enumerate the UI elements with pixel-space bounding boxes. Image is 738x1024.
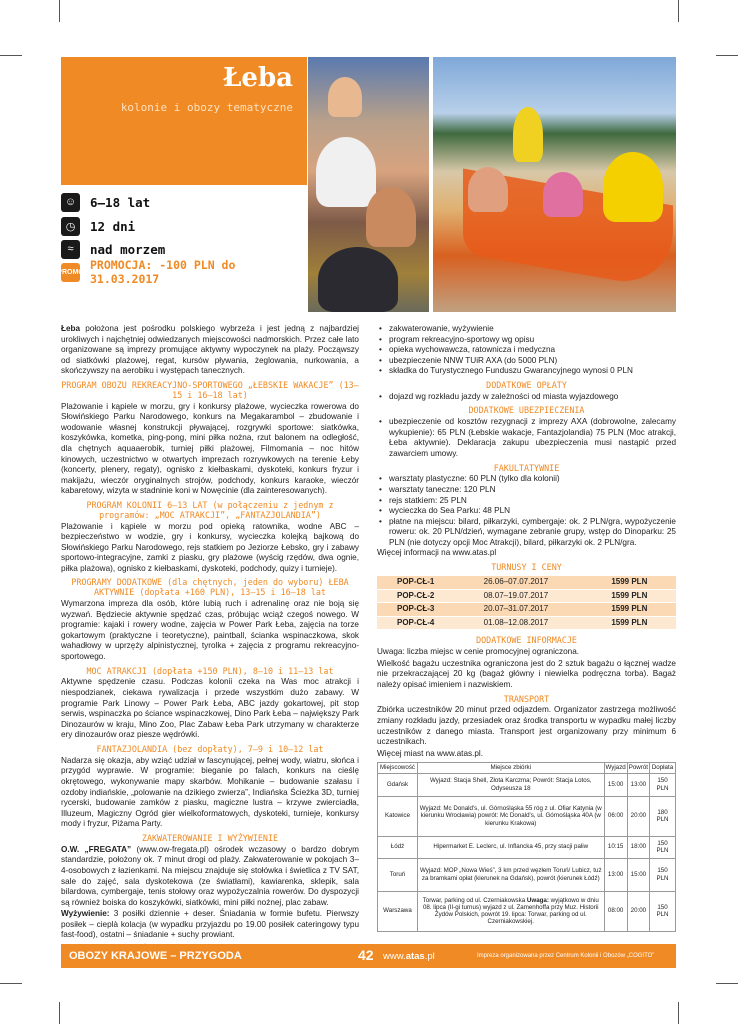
- duration-icon: ◷: [61, 217, 80, 236]
- crop-mark: [0, 55, 22, 56]
- crop-mark: [716, 983, 738, 984]
- crop-mark: [678, 0, 679, 22]
- fact-promo: [57, 258, 307, 286]
- table-row: Katowice Wyjazd: Mc Donald's, ul. Górnośląska 55 róg z ul. Ofiar Katynia (w kierunku Wrocławia) powrót: Mc Donald's, ul. Górnośląska 40A (w kierunku Krakowa) 06:00 20:00 180 PLN: [378, 796, 676, 836]
- more-info-link[interactable]: Więcej informacji na www.atas.pl: [377, 548, 497, 558]
- fact-location: [61, 239, 165, 259]
- list-item: • zakwaterowanie, wyżywienie: [377, 324, 676, 335]
- extra-fees-heading: DODATKOWE OPŁATY: [486, 379, 567, 390]
- fact-duration-text: 12 dni: [90, 218, 136, 234]
- list-item: • składka do Turystycznego Funduszu Gwarancyjnego wynosi 0 PLN: [377, 366, 676, 377]
- fact-promo-text: PROMOCJA: -100 PLN do 31.03.2017: [90, 258, 236, 286]
- table-row: POP-CŁ-2 08.07–19.07.2017 1599 PLN: [377, 589, 676, 603]
- program-heading: FANTAZJOLANDIA (bez dopłaty), 7–9 i 10–12 lat: [96, 743, 324, 754]
- list-item: • program rekreacyjno-sportowy wg opisu: [377, 335, 676, 346]
- crop-mark: [59, 1002, 60, 1024]
- program-text: Plażowanie i kąpiele w morzu, gry i konkursy plażowe, wycieczka rowerowa do Słowińskiego Parku Narodowego, konkurs na Megakarambol – zbudowanie i wodowanie własnej konstrukcji pływającej, rozgrywki sportowe: siatkówka, koszykówka, kometka, ping-pong, mini piłka nożna, rzut balonem na odległość, dla chętnych aquaaerobik, turniej piłki plażowej, Filmomania – noc hitów kinowych, uczestnictwo w otwartych imprezach rozrywkowych na terenie Łeby (koncerty, plenery, regaty), ognisko z kiełbaskami, dyskoteki, konkurs fryzur i makijażu, wieczór oryginalnych strojów, podchody, konkurs karaoke, wieczór kabaretowy, wizyta w stadninie koni w Nowęcinie (dla zainteresowanych).: [61, 401, 359, 496]
- program-heading: PROGRAMY DODATKOWE (dla chętnych, jeden do wyboru) ŁEBA AKTYWNIE (dopłata +160 PLN), 13–15 i 16–18 lat: [71, 577, 349, 598]
- info-heading: DODATKOWE INFORMACJE: [476, 635, 577, 646]
- table-header-row: Miejscowość Miejsce zbiórki Wyjazd Powrót Dopłata: [378, 763, 676, 773]
- list-item: • warsztaty plastyczne: 60 PLN (tylko dla kolonii): [377, 474, 676, 485]
- intro-paragraph: Łeba położona jest pośrodku polskiego wybrzeża i jest jedną z najbardziej urokliwych i najchętniej odwiedzanych miejscowości nadmorskich. Przez całe lato organizowane są imprezy promujące aktywny wypoczynek na plaży. Począwszy od siatkówki plażowej, regat, kursów pływania, żeglowania, nurkowania, a skończywszy na aerobiku i występach tanecznych.: [61, 324, 359, 376]
- program-text: Aktywne spędzenie czasu. Podczas kolonii czeka na Was moc atrakcji i niespodzianek, ciekawa rywalizacja i przede wszystkim dużo zabawy. W programie Park Linowy – Power Park Łeba, ABC jazdy gokartowej, pit stop serwis, wspinaczka po ściance wspinaczkowej, Dino Park Łeba – największy Park Dinozaurów w kraju, Mino Zoo, Plac Zabaw Łeba Park utrzymany w charakterze ery dinozaurów oraz piesze wędrówki.: [61, 677, 359, 740]
- program-heading: PROGRAM KOLONII 6–13 LAT (w połączeniu z jednym z programów: „MOC ATRAKCJI”, „FANTAZJOLANDIA”): [86, 499, 334, 520]
- sea-icon: ≈: [61, 240, 80, 259]
- photo-children: [308, 57, 429, 312]
- list-item: • opieka wychowawcza, ratownicza i medyczna: [377, 345, 676, 356]
- housing-heading: ZAKWATEROWANIE I WYŻYWIENIE: [141, 832, 279, 843]
- table-row: POP-CŁ-1 26.06–07.07.2017 1599 PLN: [377, 576, 676, 590]
- fact-location-text: nad morzem: [90, 241, 166, 257]
- table-row: Warszawa Torwar, parking od ul. Czerniakowska Uwaga: wyjątkowo w dniu 08. lipca (II-gi turnus) wyjazd z ul. Zamenhoffa przy Muz. Historii Żydów Polskich, powrót 19. lipca: Torwar, parking od ul. Czerniakowskiej. 08:00 20:00 150 PLN: [378, 891, 676, 931]
- turnus-heading: TURNUSY I CENY: [491, 562, 562, 573]
- table-row: POP-CŁ-4 01.08–12.08.2017 1599 PLN: [377, 616, 676, 630]
- list-item: • dojazd wg rozkładu jazdy w zależności od miasta wyjazdowego: [377, 392, 676, 403]
- extra-fees-list: [377, 392, 676, 403]
- table-row: POP-CŁ-3 20.07–31.07.2017 1599 PLN: [377, 603, 676, 617]
- footer-url-link[interactable]: www.atas.pl: [383, 951, 435, 962]
- fact-age-text: 6–18 lat: [90, 194, 151, 210]
- crop-mark: [59, 0, 60, 22]
- promo-icon: PROMO: [61, 263, 80, 282]
- crop-mark: [716, 55, 738, 56]
- page-subtitle: kolonie i obozy tematyczne: [120, 101, 293, 114]
- age-icon: ☺: [61, 193, 80, 212]
- page-title: Łeba: [222, 63, 293, 93]
- optional-list: [377, 474, 676, 548]
- left-column: [61, 324, 359, 956]
- fact-age: [61, 192, 150, 212]
- list-item: • ubezpieczenie NNW TUiR AXA (do 5000 PLN): [377, 356, 676, 367]
- transport-text: Zbiórka uczestników 20 minut przed odjazdem. Organizator zastrzega możliwość zmiany rozkładu jazdy, przesiadek oraz środka transportu w wypadku małej liczby uczestników z danego miasta. Transport jest organizowany przy minimum 6 uczestnikach.: [377, 705, 676, 747]
- transport-table: [377, 762, 676, 931]
- housing-text: O.W. „FREGATA” (www.ow-fregata.pl) ośrodek wczasowy o bardzo dobrym standardzie, położony ok. 7 minut drogi od plaży. Zakwaterowanie w pokojach 3–4-osobowych z łazienkami. Na miejscu znajduje się stołówka i świetlica z TV SAT, sale do zajęć, sala dyskotekowa (ze światłami), kawiarenka, sklepik, sala bilardowa, cymbergaje, tenis stołowy oraz wypożyczalnia rowerów. Do dyspozycji są również boiska do koszykówki, siatkówki, mini piłki nożnej, plac zabaw.: [61, 844, 359, 907]
- program-text: Plażowanie i kąpiele w morzu pod opieką ratownika, wodne ABC – bezpieczeństwo w wodzie, gry i konkursy, wycieczka kolejką bajkową do Słowińskiego Parku Narodowego, rejs statkiem po Jeziorze Łebsko, gry i zabawy sportowo-integracyjne, zamki z piasku, gry plażowe (wyścig rzędów, dwa ognie, piłka plażowa), ognisko z kiełbaskami, dyskoteki, podchody, quizy i turnieje).: [61, 521, 359, 573]
- list-item: • wycieczka do Sea Parku: 48 PLN: [377, 506, 676, 517]
- program-text: Nadarza się okazja, aby wziąć udział w fascynującej, pełnej wody, wiatru, słońca i przygód wyprawie. W programie: bieganie po falach, konkurs na cieślę okrętowego, wykonywanie mapy skarbów. Mohikanie – budowanie szałasu i ozdoby indiańskie, „polowanie na dzikiego zwierza”, Indiańska Ścieżka 3D, turniej rycerski, budowanie zamków z piasku, magiczne lustra – krzywe zwierciadła, Illuzeum, Magiczny Ogród gier wielkoformatowych, dyskoteki, turnieje, konkursy mody i fryzur, Piżama Party.: [61, 755, 359, 829]
- footer-section-title: OBOZY KRAJOWE – PRZYGODA: [69, 950, 242, 962]
- info-text: Uwaga: liczba miejsc w cenie promocyjnej ograniczona.: [377, 647, 580, 657]
- right-column: [377, 324, 676, 932]
- list-item: • warsztaty taneczne: 120 PLN: [377, 485, 676, 496]
- photo-rescue-boat: [433, 57, 676, 312]
- insurance-list: [377, 417, 676, 459]
- crop-mark: [0, 983, 22, 984]
- table-row: Łódź Hipermarket E. Leclerc, ul. Inflancka 45, przy stacji paliw 10:15 18:00 150 PLN: [378, 836, 676, 858]
- services-list: [377, 324, 676, 377]
- page-number: 42: [358, 947, 374, 963]
- turnus-table: [377, 576, 676, 631]
- crop-mark: [678, 1002, 679, 1024]
- optional-heading: FAKULTATYWNIE: [493, 462, 560, 473]
- program-heading: MOC ATRAKCJI (dopłata +150 PLN), 8–10 i 11–13 lat: [86, 665, 334, 676]
- list-item: • rejs statkiem: 25 PLN: [377, 496, 676, 507]
- list-item: • ubezpieczenie od kosztów rezygnacji z imprezy AXA (dobrowolne, zalecamy wykupienie): 65 PLN (Łebskie wakacje, Fantazjolandia) 75 PLN (Moc atrakcji, Łeba aktywnie). Deklaracja zakupu ubezpieczenia musi nastąpić przed zawarciem umowy.: [377, 417, 676, 459]
- program-heading: PROGRAM OBOZU REKREACYJNO-SPORTOWEGO „ŁEBSKIE WAKACJE” (13–15 i 16–18 lat): [61, 379, 359, 400]
- list-item: • płatne na miejscu: bilard, piłkarzyki, cymbergaje: ok. 2 PLN/gra, wypożyczenie roweru: ok. 20 PLN/dzień, wymagane zebranie grupy, wstęp do Dinoparku: 25 PLN (nie dotyczy opcji Moc Atrakcji), bilard, piłkarzyki ok. 2 PLN/gra.: [377, 517, 676, 549]
- info-text: Wielkość bagażu uczestnika ograniczona jest do 2 sztuk bagażu o łącznej wadze nie przekraczającej 20 kg (bagaż główny i niewielka podręczna torba). Bagaż należy opisać imieniem i nazwiskiem.: [377, 658, 676, 689]
- table-row: Gdańsk Wyjazd: Stacja Shell, Złota Karczma; Powrót: Stacja Lotos, Odyseusza 18 15:00 13:00 150 PLN: [378, 773, 676, 796]
- food-text: Wyżywienie: 3 posiłki dziennie + deser. Śniadania w formie bufetu. Pierwszy posiłek – cieplà kolacja (w wypadku przyjazdu po 19.00 posiłek cateringowy typu fast-food), ostatni – śniadanie + suchy prowiant.: [61, 909, 359, 940]
- table-row: Toruń Wyjazd: MOP „Nowa Wieś”, 3 km przed węzłem Toruń/ Lubicz, tuż za bramkami opłat (kierunek na Gdańsk), powrót (kierunek Łódź) 13:00 15:00 150 PLN: [378, 858, 676, 891]
- program-text: Wymarzona impreza dla osób, które lubią ruch i adrenalinę oraz nie boją się wyzwań. Będziecie aktywnie spędzać czas, próbując wciąż czegoś nowego. W programie: kajaki i rowery wodne, zajęcia w Power Park Łeba, zajęcia na torze gokartowym (praktyczne i teoretyczne), paintball, ścianka wspinaczkowa, skok wahadłowy w uprzęży alpinistycznej, tyrolka + zajęcia z programu rekreacyjno-sportowego.: [61, 599, 359, 662]
- footer-organizer-note: Impreza organizowana przez Centrum Kolonii i Obozów „COGITO”: [477, 953, 655, 959]
- fact-duration: [61, 216, 135, 236]
- insurance-heading: DODATKOWE UBEZPIECZENIA: [468, 405, 585, 416]
- transport-more: Więcej miast na www.atas.pl.: [377, 748, 484, 758]
- transport-heading: TRANSPORT: [503, 693, 550, 704]
